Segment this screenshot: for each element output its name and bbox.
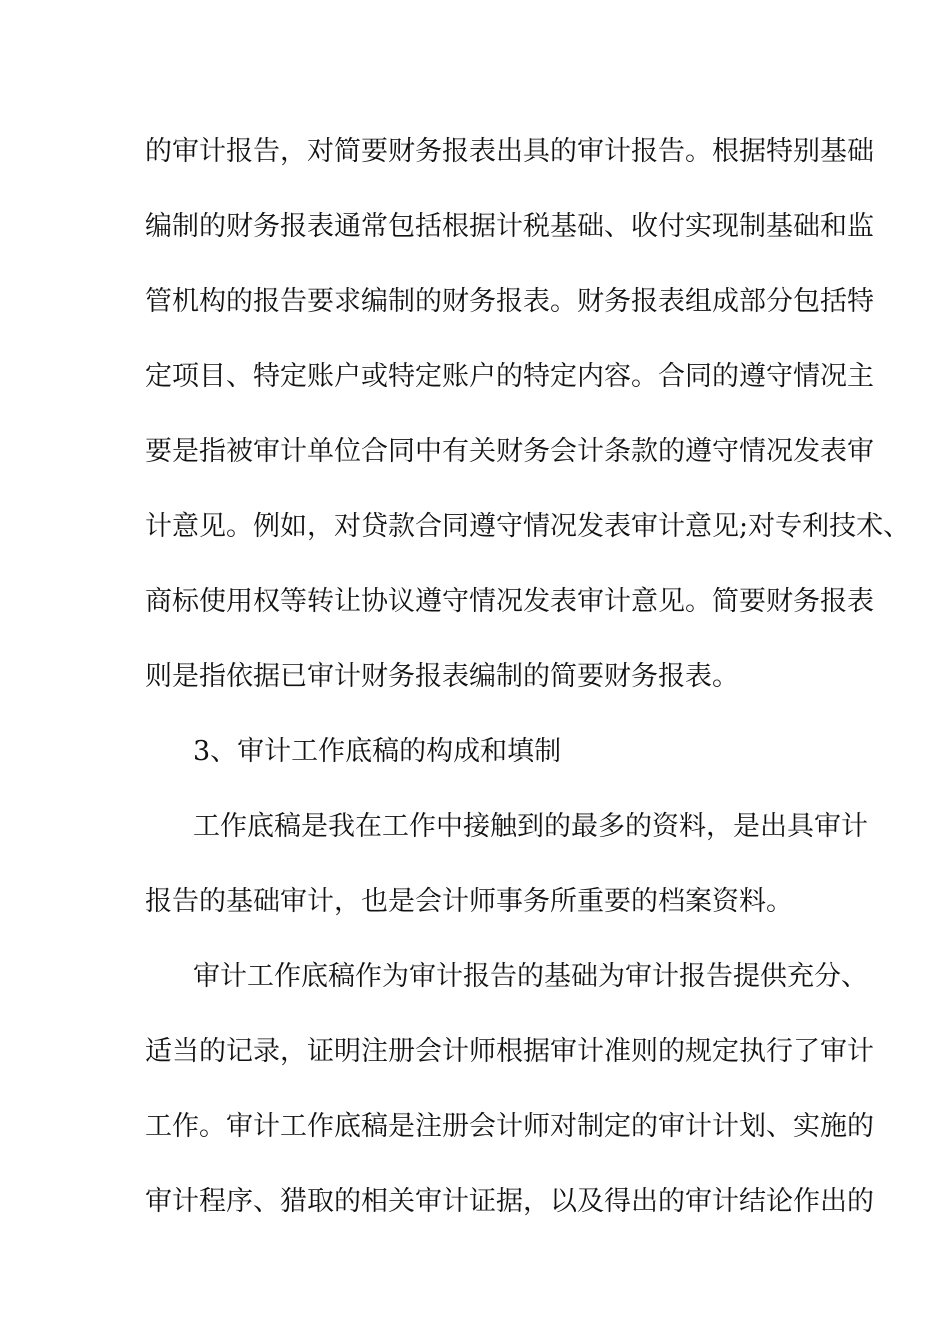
paragraph-line: 商标使用权等转让协议遵守情况发表审计意见。简要财务报表	[145, 586, 874, 617]
paragraph-line: 审计工作底稿作为审计报告的基础为审计报告提供充分、	[193, 961, 868, 992]
paragraph-line: 计意见。例如，对贷款合同遵守情况发表审计意见;对专利技术、	[145, 511, 911, 542]
paragraph-line: 审计程序、猎取的相关审计证据，以及得出的审计结论作出的	[145, 1186, 874, 1217]
paragraph-line: 管机构的报告要求编制的财务报表。财务报表组成部分包括特	[145, 286, 874, 317]
section-heading: 3、审计工作底稿的构成和填制	[193, 736, 562, 767]
paragraph-line: 工作底稿是我在工作中接触到的最多的资料，是出具审计	[193, 811, 868, 842]
paragraph-line: 编制的财务报表通常包括根据计税基础、收付实现制基础和监	[145, 211, 874, 242]
paragraph-line: 适当的记录，证明注册会计师根据审计准则的规定执行了审计	[145, 1036, 874, 1067]
paragraph-line: 的审计报告，对简要财务报表出具的审计报告。根据特别基础	[145, 136, 874, 167]
paragraph-line: 定项目、特定账户或特定账户的特定内容。合同的遵守情况主	[145, 361, 874, 392]
paragraph-line: 工作。审计工作底稿是注册会计师对制定的审计计划、实施的	[145, 1111, 874, 1142]
paragraph-line: 报告的基础审计，也是会计师事务所重要的档案资料。	[145, 886, 793, 917]
paragraph-line: 要是指被审计单位合同中有关财务会计条款的遵守情况发表审	[145, 436, 874, 467]
paragraph-line: 则是指依据已审计财务报表编制的简要财务报表。	[145, 661, 739, 692]
